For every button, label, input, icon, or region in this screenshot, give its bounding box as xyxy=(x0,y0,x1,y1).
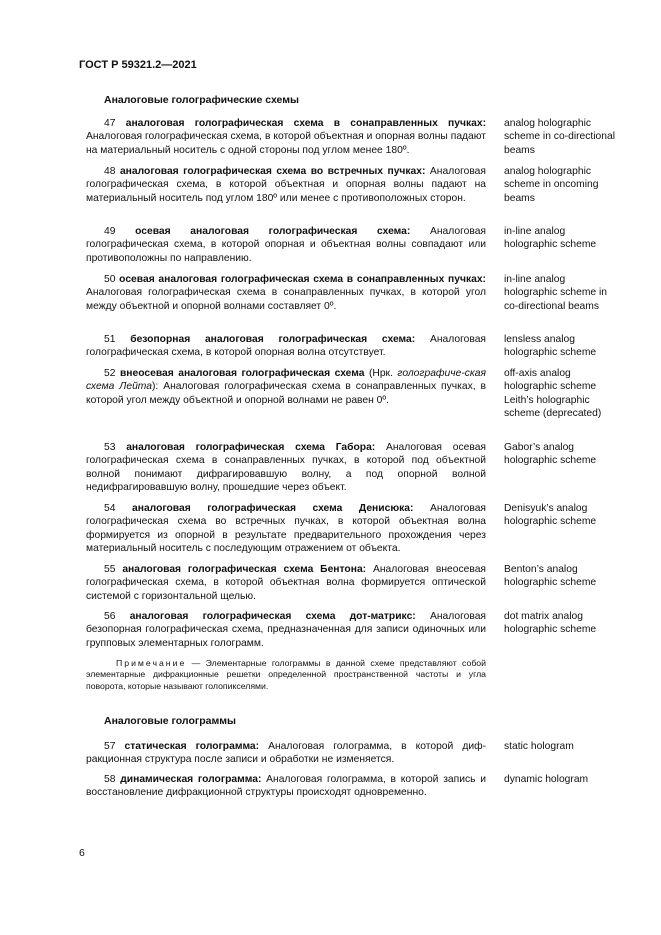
term-definition: Аналоговая голографическая схема, в которой объектная и опорная волны падают на материальный носитель под углом 180º или менее с противоположных сторон. xyxy=(86,166,486,204)
term-number: 56 xyxy=(104,611,116,622)
term-definition: Аналоговая осевая голографическая схема в сонаправленных пучках, в которой под объектной волной понимают дифрагировавшую волну, а под опорной волной недифрагировавшую волну, прошедшие через объект. xyxy=(86,442,486,494)
english-equivalent-57: static hologram xyxy=(504,741,574,752)
term-number: 57 xyxy=(104,741,116,752)
term-definition: Аналоговая голографическая схема, в которой опорная и объектная волны совпадают или противоположны по направлению. xyxy=(86,226,486,264)
term-entry-56 xyxy=(86,610,486,650)
english-equivalent-50: in-line analog holographic scheme in co-directional beams xyxy=(504,274,608,312)
term-entry-57 xyxy=(86,740,486,767)
page-number: 6 xyxy=(79,847,85,859)
term-name: аналоговая голографическая схема во встречных пучках: xyxy=(119,166,426,177)
term-number: 51 xyxy=(104,334,116,345)
english-equivalent-48: analog holographic scheme in oncoming beams xyxy=(504,166,599,204)
term-definition: Аналоговая голографическая схема во встречных пучках, в которой объектная волна формируется из опорной в результате предварительного прохождения через материальный носитель с последующим отражением от объекта. xyxy=(86,503,486,555)
document-header: ГОСТ Р 59321.2—2021 xyxy=(79,59,197,71)
english-equivalent-49: in-line analog holographic scheme xyxy=(504,226,597,251)
note-text: — Элементарные голограммы в данной схеме представляют собой элементарные дифракционные решетки определенной пространственной частоты и угла поворота, которые называют голопикселями. xyxy=(86,658,486,691)
term-name: динамическая голограмма: xyxy=(120,774,262,785)
term-entry-58 xyxy=(86,773,486,800)
term-deprecated-prefix: (Нрк. xyxy=(364,368,398,379)
term-definition: Аналоговая голографическая схема в сонаправленных пучках, в которой угол между объектной и опорной волнами составляет 0º. xyxy=(86,287,486,312)
term-number: 53 xyxy=(104,442,116,453)
term-definition: Аналоговая безопорная голографическая схема, предназначенная для записи одиночных или групповых элементарных голограмм. xyxy=(86,611,486,649)
term-number: 54 xyxy=(104,503,116,514)
english-equivalent-54: Denisyuk’s analog holographic scheme xyxy=(504,503,597,528)
english-equivalent-56: dot matrix analog holographic scheme xyxy=(504,611,597,636)
term-name: аналоговая голографическая схема Бентона: xyxy=(122,564,367,575)
term-name: внеосевая аналоговая голографическая схема xyxy=(119,368,365,379)
term-definition: Аналоговая голограмма, в которой запись и восстановление дифракционной структуры происходят одновременно. xyxy=(86,774,486,799)
english-equivalent-51: lensless analog holographic scheme xyxy=(504,334,597,359)
term-number: 58 xyxy=(104,774,116,785)
term-name: осевая аналоговая голографическая схема: xyxy=(135,226,411,237)
note-label: Примечание xyxy=(116,658,187,668)
term-number: 48 xyxy=(104,166,116,177)
term-definition: ): Аналоговая голографическая схема в сонаправленных пучках, в которой угол между объектной и опорной волнами не равен 0º. xyxy=(86,381,486,406)
section-title-schemes: Аналоговые голографические схемы xyxy=(104,94,299,106)
term-definition: Аналоговая голографическая схема, в которой объектная и опорная волны падают на материальный носитель с одной стороны под углом менее 180º. xyxy=(86,131,486,156)
term-entry-47 xyxy=(86,117,486,157)
term-name: осевая аналоговая голографическая схема в сонаправленных пучках: xyxy=(119,274,486,285)
term-name: аналоговая голографическая схема Габора: xyxy=(126,442,376,453)
term-name: аналоговая голографическая схема Денисюка: xyxy=(132,503,414,514)
term-name: статическая голограмма: xyxy=(124,741,260,752)
term-definition: Аналоговая голографическая схема, в которой опорная волна отсутствует. xyxy=(86,334,486,359)
english-equivalent-58: dynamic hologram xyxy=(504,774,589,785)
english-equivalent-52: off-axis analog holographic scheme Leith’s holographic scheme (deprecated) xyxy=(504,368,602,420)
term-definition: Аналоговая внеосевая голографическая схема, в которой объектная волна формируется оптической системой с горизонтальной щелью. xyxy=(86,564,486,602)
term-entry-55 xyxy=(86,563,486,603)
section-title-holograms: Аналоговые голограммы xyxy=(104,715,236,727)
term-entry-51 xyxy=(86,333,486,360)
term-number: 52 xyxy=(104,368,116,379)
term-entry-53 xyxy=(86,441,486,495)
note-block xyxy=(86,658,486,692)
term-entry-50 xyxy=(86,273,486,313)
term-entry-52 xyxy=(86,367,486,407)
term-name: безопорная аналоговая голографическая схема: xyxy=(130,334,416,345)
term-number: 50 xyxy=(104,274,116,285)
term-number: 49 xyxy=(104,226,116,237)
english-equivalent-53: Gabor’s analog holographic scheme xyxy=(504,442,597,467)
term-entry-49 xyxy=(86,225,486,265)
english-equivalent-47: analog holographic scheme in co-directional beams xyxy=(504,118,616,156)
term-number: 55 xyxy=(104,564,116,575)
english-equivalent-55: Benton’s analog holographic scheme xyxy=(504,564,597,589)
term-deprecated-name: голографиче-ская схема Лейта xyxy=(86,368,486,393)
term-entry-54 xyxy=(86,502,486,556)
term-entry-48 xyxy=(86,165,486,205)
term-name: аналоговая голографическая схема в сонаправленных пучках: xyxy=(125,118,486,129)
term-name: аналоговая голографическая схема дот-матрикс: xyxy=(129,611,416,622)
term-number: 47 xyxy=(104,118,116,129)
term-definition: Аналоговая голограмма, в которой диф-ракционная структура после записи и обработки не изменяется. xyxy=(86,741,486,766)
